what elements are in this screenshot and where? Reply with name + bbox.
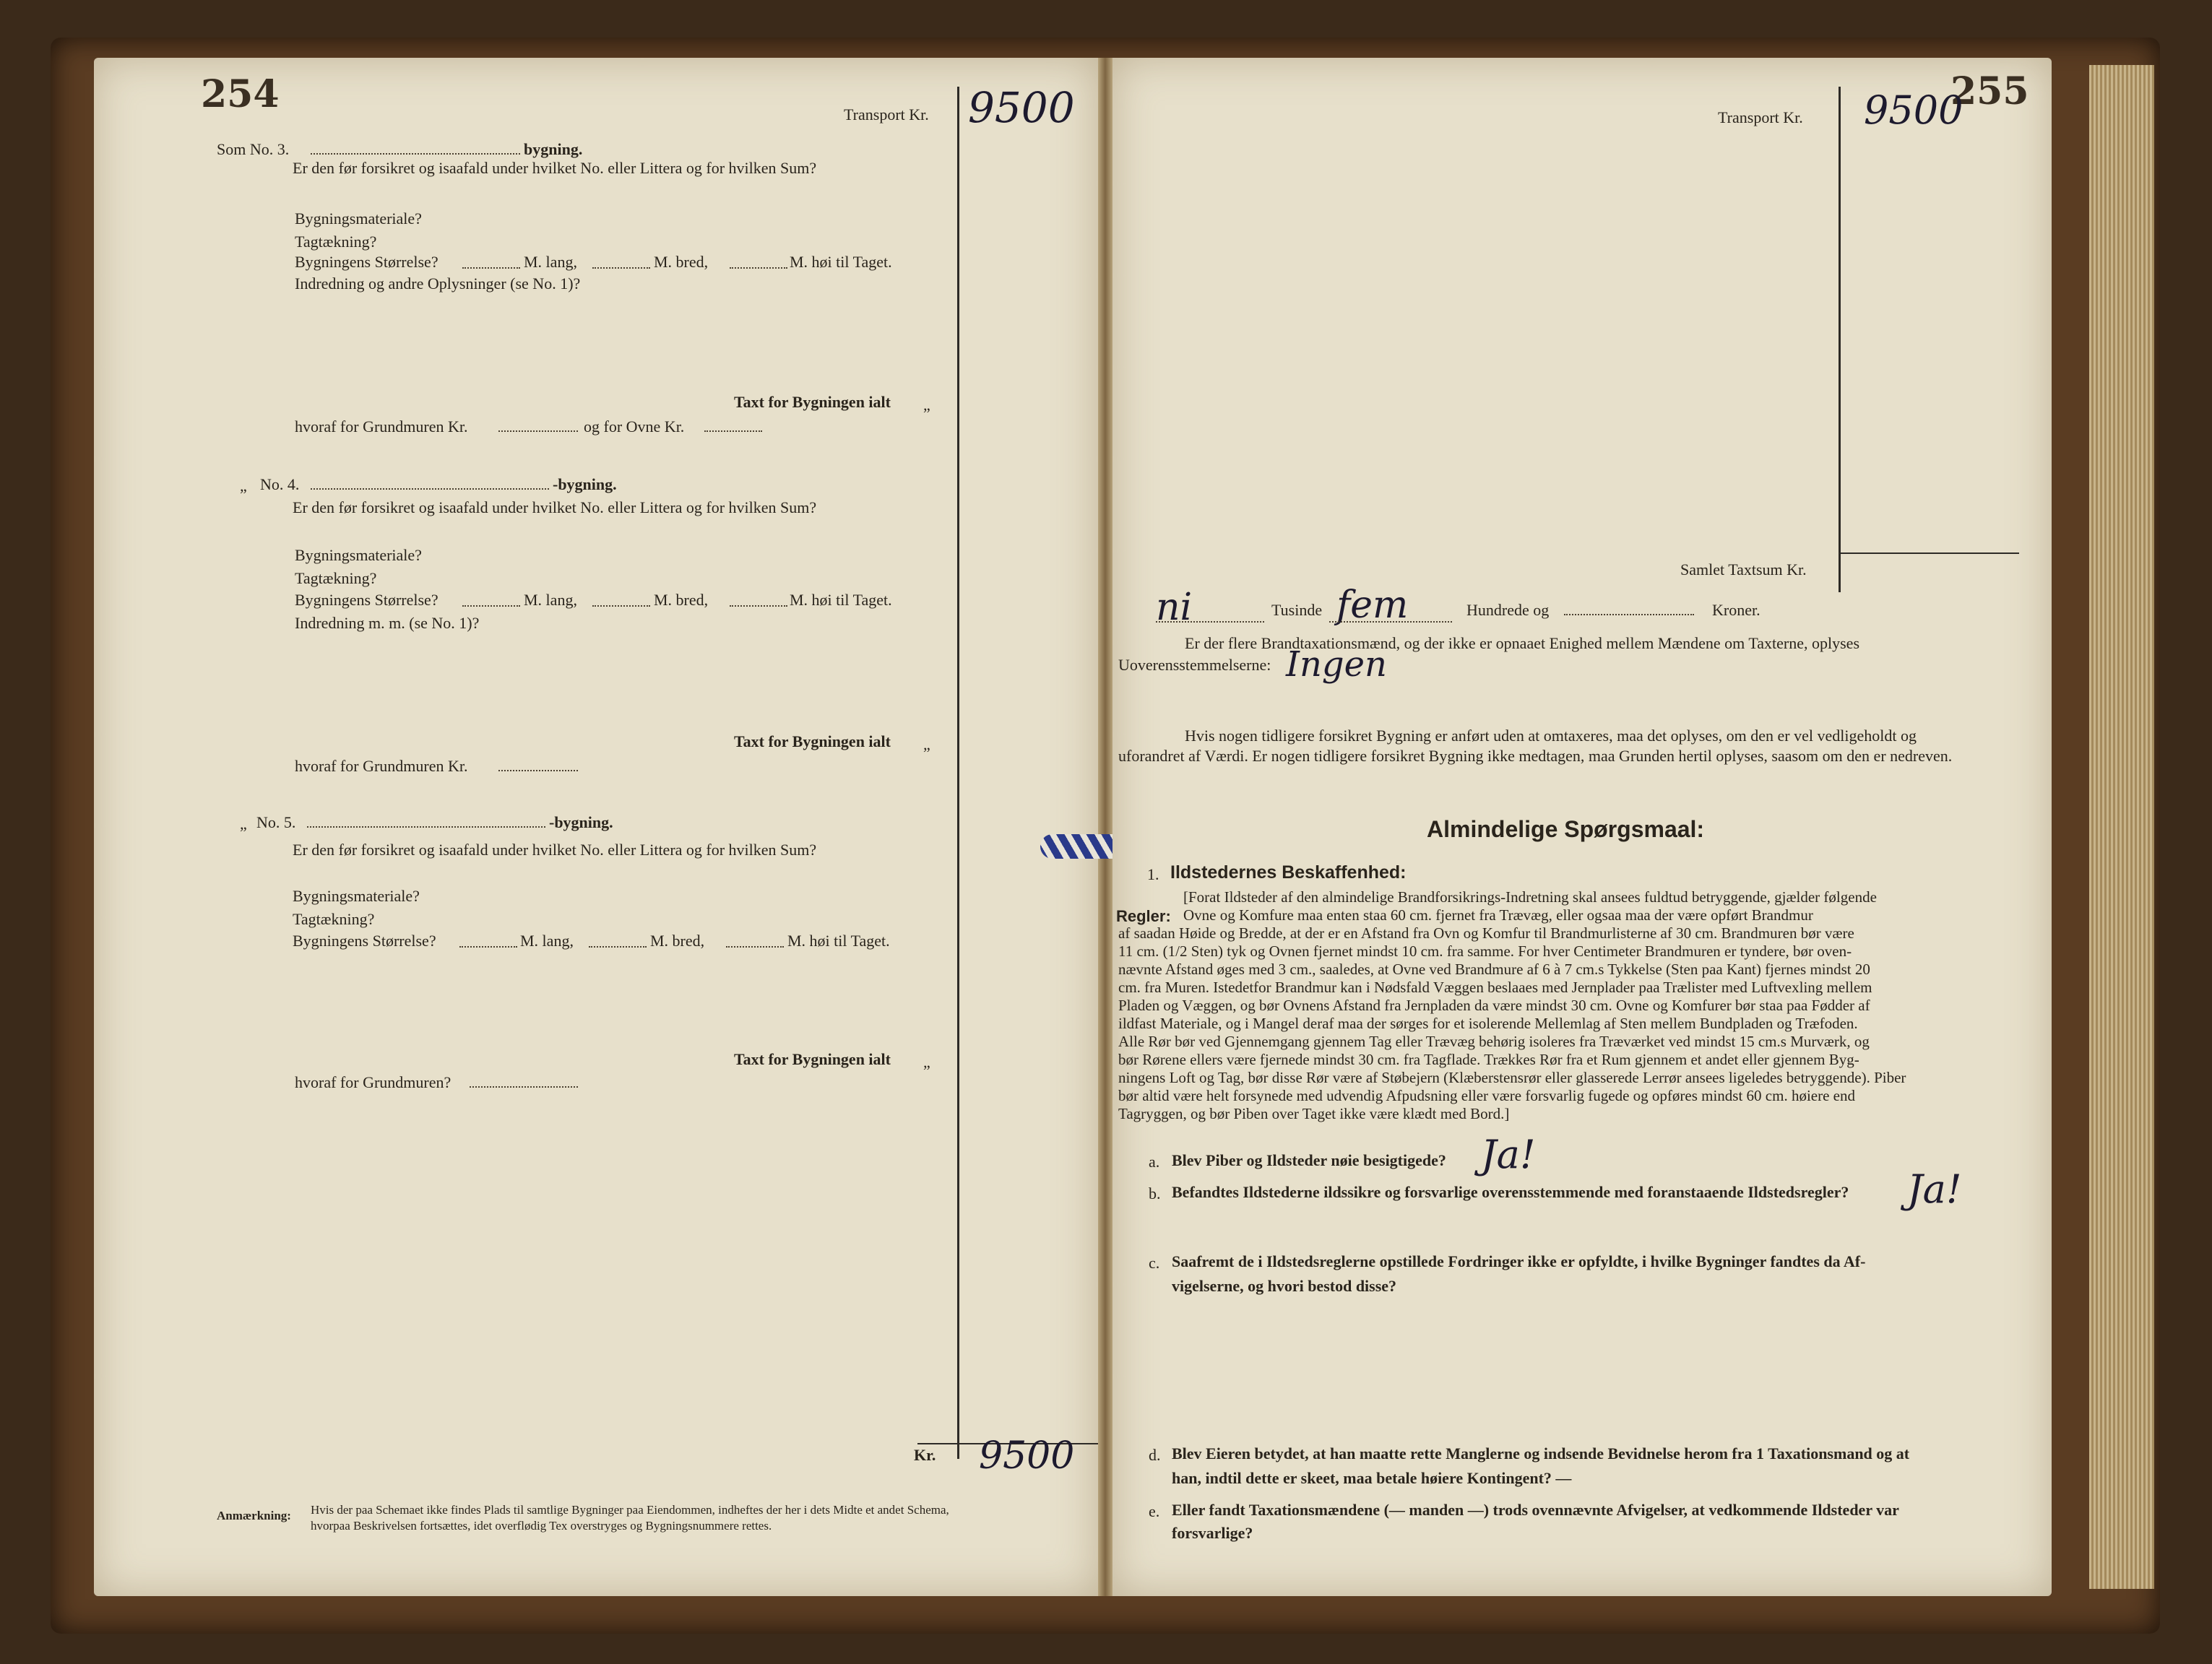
b4-material: Bygningsmateriale?	[295, 546, 422, 564]
transport-label-left: Transport Kr.	[844, 105, 929, 124]
b5-height-blank	[726, 946, 784, 948]
rule-line: bør Rørene ellers være fjernede mindst 30 cm. fra Tagflade. Trækkes Rør fra et Rum gjennem et andet eller gjennem Byg-	[1118, 1051, 1859, 1068]
qb-label: b.	[1149, 1184, 1161, 1202]
b5-of-which: hvoraf for Grundmuren?	[295, 1073, 452, 1091]
b5-m-bred: M. bred,	[650, 932, 705, 950]
b5-m-lang: M. lang,	[520, 932, 574, 950]
qc-label: c.	[1149, 1254, 1160, 1272]
b4-size: Bygningens Størrelse?	[295, 591, 438, 609]
b5-tax-quote: „	[923, 1053, 930, 1071]
rule-line: ningens Loft og Tag, bør disse Rør være af Støbejern (Klæberstensrør eller glasserede Lerrør ansees ligeledes betryggende). Piber	[1118, 1069, 1906, 1086]
rule-line: Ovne og Komfure maa enten staa 60 cm. fjernet fra Trævæg, eller ogsaa maa der være opført Brandmur	[1183, 906, 1813, 924]
sum-rule-right	[1839, 552, 2019, 554]
rule-line: bør altid være helt forsynede med udvendig Afpudsning eller være forsvarlig fugede og opføres mindst 60 cm. høiere end	[1118, 1087, 1855, 1104]
qa-text: Blev Piber og Ildsteder nøie besigtigede?	[1172, 1151, 1446, 1169]
kr-value: 9500	[979, 1434, 1075, 1478]
note-label: Anmærkning:	[217, 1509, 291, 1522]
amount-column-rule-right	[1839, 87, 1841, 592]
b5-quote: „	[240, 815, 247, 833]
rule-line: Pladen og Væggen, og bør Ovnens Afstand fra Jernpladen da være mindst 30 cm. Ovne og Komfurer bør staa paa Fødder af	[1118, 997, 1870, 1014]
b4-m-bred: M. bred,	[654, 591, 709, 609]
b3-blank	[311, 153, 520, 155]
rule-line: Alle Rør bør ved Gjennemgang gjennem Tag eller Trævæg behørig isoleres fra Træværket ved mindst 15 cm.s Murværk, og	[1118, 1033, 1870, 1050]
b5-foundation-blank	[470, 1086, 578, 1088]
b4-m-lang: M. lang,	[524, 591, 577, 609]
b4-tax-quote: „	[923, 735, 930, 753]
qd-text-2: han, indtil dette er skeet, maa betale høiere Kontingent? —	[1172, 1469, 1572, 1487]
note-text-2: hvorpaa Beskrivelsen fortsættes, idet overflødig Tex overstryges og Bygningsnummere rettes.	[311, 1519, 772, 1533]
rule-line: af saadan Høide og Bredde, at der er en Afstand fra Ovn og Komfur til Brandmurlisterne af 30 cm. Brandmuren bør være	[1118, 924, 1854, 942]
b4-length-blank	[462, 605, 520, 607]
b5-length-blank	[459, 946, 517, 948]
b4-height-blank	[730, 605, 787, 607]
b3-size: Bygningens Størrelse?	[295, 253, 438, 271]
rule-line: 11 cm. (1/2 Sten) tyk og Ovnen fjernet mindst 10 cm. fra samme. For hver Centimeter Brandmuren er tyndere, bør oven-	[1118, 942, 1852, 960]
qa-answer: Ja!	[1481, 1132, 1536, 1177]
qe-text-2: forsvarlige?	[1172, 1524, 1253, 1542]
b4-m-hoi: M. høi til Taget.	[790, 591, 892, 609]
qb-text: Befandtes Ildstederne ildssikre og forsvarlige overensstemmende med foranstaaende Ildstedsregler?	[1172, 1183, 1849, 1201]
book-gutter	[1098, 58, 1113, 1596]
b4-roof: Tagtækning?	[295, 569, 377, 587]
disagree-line-1: Er der flere Brandtaxationsmænd, og der ikke er opnaaet Enighed mellem Mændene om Taxterne, oplyses	[1185, 634, 1860, 652]
hw-fem: fem	[1336, 584, 1409, 627]
b3-question: Er den før forsikret og isaafald under hvilket No. eller Littera og for hvilken Sum?	[293, 159, 817, 177]
rule-line: cm. fra Muren. Istedetfor Brandmur kan i Nødsfald Væggen beslaaes med Jernplader paa Trælister med Luftvexling mellem	[1118, 979, 1872, 996]
page-edges	[2089, 65, 2154, 1589]
regler-label: Regler:	[1116, 907, 1171, 925]
disagree-line-2: Uoverensstemmelserne:	[1118, 656, 1271, 674]
b3-suffix: bygning.	[524, 140, 583, 158]
b3-foundation-blank	[498, 430, 578, 432]
b3-m-bred: M. bred,	[654, 253, 709, 271]
qe-text-1: Eller fandt Taxationsmændene (— manden —) trods ovennævnte Afvigelser, at vedkommende Ildsteder var	[1172, 1501, 1899, 1519]
qc-text-2: vigelserne, og hvori bestod disse?	[1172, 1277, 1397, 1295]
section-heading: Almindelige Spørgsmaal:	[1427, 816, 1705, 842]
b5-suffix: -bygning.	[549, 813, 613, 831]
prior-line-1: Hvis nogen tidligere forsikret Bygning er anført uden at omtaxeres, maa det oplyses, om den er vel vedligeholdt og	[1185, 727, 1917, 745]
b4-of-which: hvoraf for Grundmuren Kr.	[295, 757, 468, 775]
hundreds-blank	[1329, 621, 1452, 623]
samlet-label: Samlet Taxtsum Kr.	[1680, 560, 1807, 578]
b3-tax-total: Taxt for Bygningen ialt	[734, 393, 891, 411]
kr-label: Kr.	[914, 1446, 936, 1464]
ones-blank	[1564, 614, 1694, 615]
b4-quote: „	[240, 477, 247, 495]
b3-stove-blank	[704, 430, 762, 432]
qb-answer: Ja!	[1907, 1166, 1962, 1212]
rules-block	[1118, 888, 1985, 1123]
b4-blank	[311, 488, 549, 490]
transport-value-left: 9500	[968, 83, 1075, 132]
qc-text-1: Saafremt de i Ildstedsreglerne opstillede Fordringer ikke er opfyldte, i hvilke Bygninger fandtes da Af-	[1172, 1252, 1866, 1270]
b4-foundation-blank	[498, 770, 578, 771]
b5-roof: Tagtækning?	[293, 910, 375, 928]
qa-label: a.	[1149, 1153, 1160, 1171]
q1-number: 1.	[1147, 865, 1159, 883]
tusinde-label: Tusinde	[1271, 601, 1323, 619]
b3-material: Bygningsmateriale?	[295, 209, 422, 228]
rule-line: ildfast Materiale, og i Mangel deraf maa der sørges for et isolerende Mellemlag af Sten mellem Bundpladen og Træfoden.	[1118, 1015, 1858, 1032]
qe-label: e.	[1149, 1502, 1160, 1520]
rule-line: Tagryggen, og bør Piben over Taget ikke være klædt med Bord.]	[1118, 1105, 1510, 1122]
hw-ni: ni	[1156, 586, 1193, 629]
rule-line: nævnte Afstand øges med 3 cm., saaledes, at Ovne ved Brandmure af 6 à 7 cm.s Tykkelse (Sten paa Kant) fjernes mindst 20	[1118, 961, 1870, 978]
b3-length-blank	[462, 267, 520, 269]
amount-column-rule-left	[957, 87, 959, 1459]
b5-m-hoi: M. høi til Taget.	[787, 932, 890, 950]
b3-m-lang: M. lang,	[524, 253, 577, 271]
prior-line-2: uforandret af Værdi. Er nogen tidligere forsikret Bygning ikke medtagen, maa Grunden hertil oplyses, saasom om den er nedreven.	[1118, 747, 1953, 765]
kroner-label: Kroner.	[1712, 601, 1760, 619]
hw-ingen: Ingen	[1286, 644, 1387, 685]
b5-size: Bygningens Størrelse?	[293, 932, 436, 950]
transport-label-right: Transport Kr.	[1718, 108, 1803, 126]
thousands-blank	[1156, 621, 1264, 623]
b4-width-blank	[592, 605, 650, 607]
note-text-1: Hvis der paa Schemaet ikke findes Plads til samtlige Bygninger paa Eiendommen, indheftes der her i dets Midte et andet Schema,	[311, 1503, 949, 1517]
b3-interior: Indredning og andre Oplysninger (se No. 1)?	[295, 274, 581, 292]
transport-value-right: 9500	[1864, 87, 1963, 133]
b3-width-blank	[592, 267, 650, 269]
rule-line: [Forat Ildsteder af den almindelige Brandforsikrings-Indretning skal ansees fuldtud betryggende, gjælder følgende	[1183, 888, 1877, 906]
b3-quote: „	[923, 396, 930, 414]
b4-prefix: No. 4.	[260, 475, 300, 493]
b4-interior: Indredning m. m. (se No. 1)?	[295, 614, 480, 632]
qd-text-1: Blev Eieren betydet, at han maatte rette Manglerne og indsende Bevidnelse herom fra 1 Taxationsmand og at	[1172, 1444, 1910, 1462]
b5-blank	[307, 826, 545, 828]
b5-width-blank	[589, 946, 647, 948]
b3-height-blank	[730, 267, 787, 269]
b3-prefix: Som No. 3.	[217, 140, 290, 158]
b5-tax-total: Taxt for Bygningen ialt	[734, 1050, 891, 1068]
b5-prefix: No. 5.	[256, 813, 296, 831]
right-page-number: 255	[1950, 69, 2029, 113]
left-page-number: 254	[201, 72, 280, 116]
b4-tax-total: Taxt for Bygningen ialt	[734, 732, 891, 750]
b3-of-which-b: og for Ovne Kr.	[584, 417, 685, 436]
b3-roof: Tagtækning?	[295, 233, 377, 251]
b5-material: Bygningsmateriale?	[293, 887, 420, 905]
qd-label: d.	[1149, 1446, 1161, 1464]
b3-m-hoi: M. høi til Taget.	[790, 253, 892, 271]
b4-suffix: -bygning.	[553, 475, 617, 493]
b5-question: Er den før forsikret og isaafald under hvilket No. eller Littera og for hvilken Sum?	[293, 841, 817, 859]
b4-question: Er den før forsikret og isaafald under hvilket No. eller Littera og for hvilken Sum?	[293, 498, 817, 516]
b3-of-which-a: hvoraf for Grundmuren Kr.	[295, 417, 468, 436]
q1-title: Ildstedernes Beskaffenhed:	[1170, 862, 1407, 883]
hundrede-label: Hundrede og	[1466, 601, 1550, 619]
